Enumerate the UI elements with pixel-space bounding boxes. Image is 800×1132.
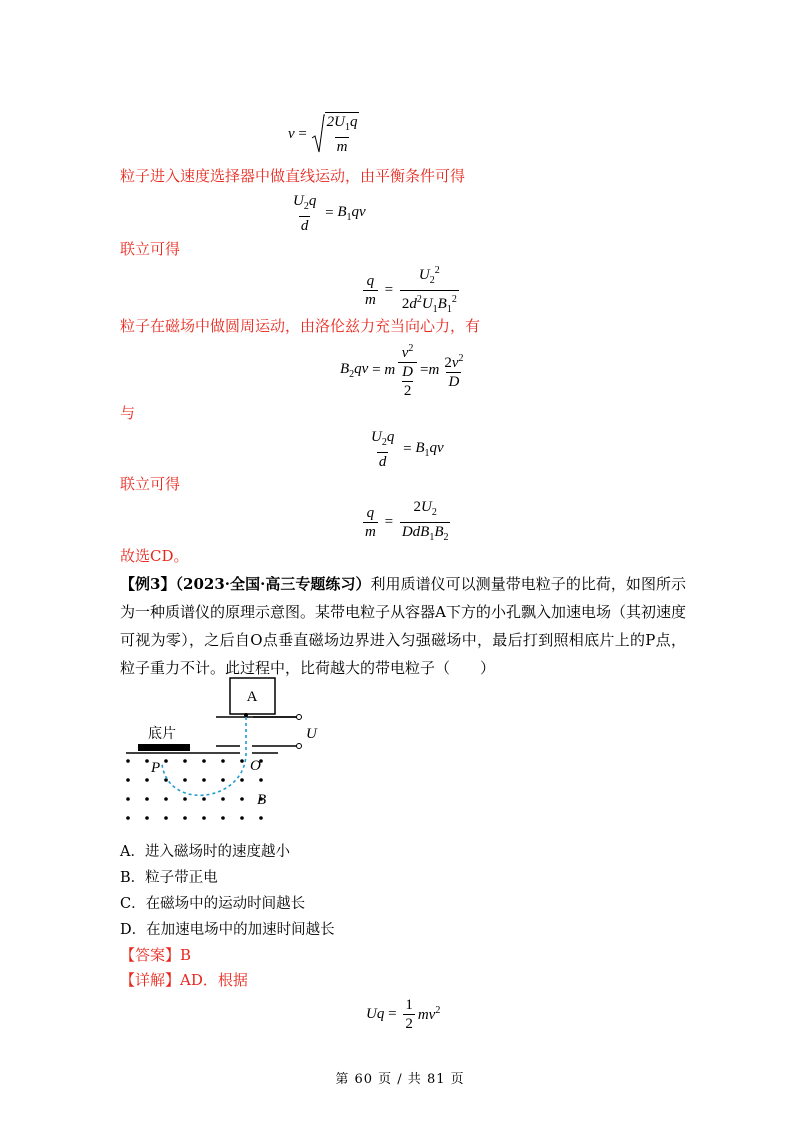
field-dot [240,797,244,801]
label-b: B [257,792,267,808]
option-d: D．在加速电场中的加速时间越长 [120,922,335,938]
label-a: A [246,689,258,705]
option-b: B．粒子带正电 [120,870,218,886]
field-dot [145,759,149,763]
sqrt-icon [311,114,325,154]
label-film: 底片 [148,726,176,742]
field-dot [164,797,168,801]
example-question [120,570,686,682]
photographic-film [138,744,190,751]
field-dot [259,778,263,782]
field-dot [202,816,206,820]
small-hole [244,713,248,717]
answer-value: B [180,946,192,964]
label-p: P [151,760,161,776]
field-dot [221,778,225,782]
text-and: 与 [120,404,136,422]
field-dot [164,778,168,782]
mass-spectrometer-figure [118,672,338,837]
magnetic-field-dots [126,759,263,820]
detail-label: 【详解】 [120,971,181,989]
label-u: U [306,726,317,742]
equation-charge-mass-2: $\frac{q}{m}$ = $\frac{2U_2}{DdB_1B_2}$ [360,498,453,547]
example-source: （2023·全国·高三专题练习） [175,575,371,593]
text-balance-condition: 粒子进入速度选择器中做直线运动，由平衡条件可得 [120,167,466,185]
field-dot [164,816,168,820]
label-o: O [250,758,261,774]
field-dot [221,797,225,801]
field-dot [183,797,187,801]
field-dot [202,759,206,763]
example-text: 利用质谱仪可以测量带电粒子的比荷，如图所示为一种质谱仪的原理示意图。某带电粒子从容器A下方的小孔飘入加速电场（其初速度可视为零），之后自O点垂直磁场边界进入匀强磁场中，最后打到照相底片上的P点，粒子重力不计。此过程中，比荷越大的带电粒子（ ） [120,575,686,677]
field-dot [240,759,244,763]
page-footer: 第 60 页 / 共 81 页 [335,1072,465,1087]
field-dot [126,797,130,801]
field-dot [126,816,130,820]
option-c: C．在磁场中的运动时间越长 [120,896,306,912]
field-dot [145,797,149,801]
field-dot [240,816,244,820]
equation-kinetic-energy: Uq = $\frac{1}{2}$ $mv^2$ [366,997,441,1032]
terminal-lower [297,744,302,749]
field-dot [183,816,187,820]
option-a: A．进入磁场时的速度越小 [120,844,290,860]
equation-charge-mass-1: $\frac{q}{m}$ = $\frac{U_2^2}{2d^2U_1B_1^2}$ [360,262,462,319]
equation-velocity: v = $\frac{2U_1q}{m}$ [288,114,358,155]
text-circular-motion: 粒子在磁场中做圆周运动，由洛伦兹力充当向心力，有 [120,317,481,335]
field-dot [202,797,206,801]
answer-label: 【答案】 [120,946,181,964]
field-dot [259,816,263,820]
text-combine-2: 联立可得 [120,475,181,493]
field-dot [202,778,206,782]
text-answer-cd: 故选CD。 [120,547,189,565]
field-dot [183,759,187,763]
answer-line [120,945,191,965]
field-dot [221,816,225,820]
field-dot [126,759,130,763]
field-dot [221,759,225,763]
equation-balance: $\frac{U_2q}{d}$ = $B_1qv$ [293,193,366,234]
text-combine-1: 联立可得 [120,240,181,258]
detail-line [120,970,248,990]
equation-lorentz: $B_2qv$ = m $\frac{v^2}{\frac{D}{2}}$ = m $\frac{2v^2}{D}$ [340,343,464,399]
field-dot [145,778,149,782]
equation-balance-repeat: $\frac{U_2q}{d}$ = $B_1qv$ [371,429,444,470]
field-dot [164,759,168,763]
example-label: 【例3】 [120,575,176,593]
field-dot [126,778,130,782]
field-dot [183,778,187,782]
detail-text: AD．根据 [180,971,248,989]
field-dot [145,816,149,820]
field-dot [240,778,244,782]
terminal-upper [297,715,302,720]
